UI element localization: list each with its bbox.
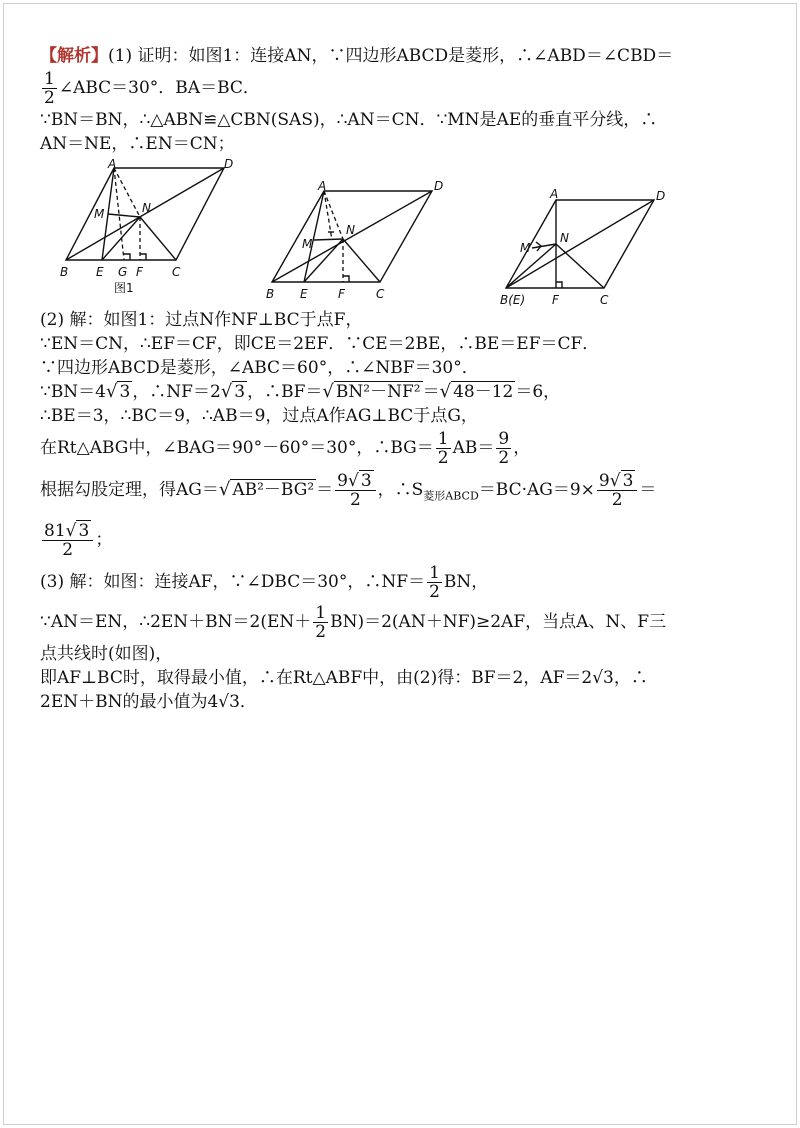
analysis-tag: 【解析】 xyxy=(40,46,108,66)
fig1-line-en xyxy=(102,217,140,260)
fig1-label-b: B xyxy=(60,265,69,279)
part3-line1: (3) 解：如图：连接AF，∵∠DBC＝30°，∴NF＝ $\frac{1}{2}$ BN， xyxy=(40,563,489,603)
part2-line6: 在Rt△ABG中，∠BAG＝90°－60°＝30°，∴BG＝ $\frac{1}{2}$ AB＝ $\frac{9}{2}$ ， xyxy=(40,429,531,468)
fig3-label-n: N xyxy=(560,231,569,245)
fig1-line-ag xyxy=(114,168,124,260)
solution-document xyxy=(40,44,770,714)
part1-line3: ∵BN＝BN，∴△ABN≌△CBN(SAS)，∴AN＝CN．∵MN是AE的垂直平分线，∴ xyxy=(40,110,658,130)
fig2-label-m: M xyxy=(302,237,313,251)
fraction-half: $\frac{1}{2}$ xyxy=(44,69,55,108)
part1-line1: 【解析】(1) 证明：如图1：连接AN，∵四边形ABCD是菱形，∴∠ABD＝∠CBD＝ xyxy=(40,46,674,66)
fig2-line-mn xyxy=(314,239,343,240)
fig2-label-b: B xyxy=(266,287,275,301)
fig2-label-d: D xyxy=(434,179,444,193)
figure-1 xyxy=(52,157,234,306)
part1-line4: AN＝NE，∴EN＝CN； xyxy=(40,134,235,154)
part2-line7: 根据勾股定理，得AG＝√ AB²－BG² ＝ $\frac{9√ 3}{2}$ ，$\therefore S_{菱形ABCD}=BC\cdot AG=9\times$ $\frac{9√ 3}{2}$ ＝ xyxy=(40,471,657,510)
fig3-line-cn xyxy=(556,244,604,288)
part3-line3: 点共线时(如图)， xyxy=(40,644,173,665)
fig2-label-f: F xyxy=(338,287,345,301)
figures-row xyxy=(40,157,770,307)
part1-line2: $\frac{1}{2}$ ∠ABC＝30°．BA＝BC． xyxy=(44,69,260,108)
fig1-label-a: A xyxy=(108,157,117,171)
fig3-label-be: B(E) xyxy=(500,293,526,307)
fig1-caption: 图1 xyxy=(114,281,134,295)
part2-line3: ∵四边形ABCD是菱形，∠ABC＝60°，∴∠NBF＝30°． xyxy=(40,358,479,378)
fig1-label-n: N xyxy=(142,201,151,215)
fig1-label-g: G xyxy=(118,265,128,279)
part3-line5: 2EN＋BN的最小值为4√3． xyxy=(40,692,257,713)
part3-line2: ∵AN＝EN，∴2EN＋BN＝2(EN＋ $\frac{1}{2}$ BN)＝2(AN＋NF)≥2AF，当点A、N、F三 xyxy=(40,603,667,643)
part3-line4: 即AF⊥BC时，取得最小值，∴在Rt△ABF中，由(2)得：BF＝2，AF＝2√3，∴ xyxy=(40,668,648,689)
fig1-right-angle-g xyxy=(124,254,130,260)
fig1-label-f: F xyxy=(136,265,143,279)
figure-2 xyxy=(262,160,452,306)
fig1-label-e: E xyxy=(96,265,104,279)
fig2-label-n: N xyxy=(346,223,355,237)
fig1-label-m: M xyxy=(94,207,105,221)
fig2-label-e: E xyxy=(300,287,308,301)
fig1-label-d: D xyxy=(224,157,234,171)
fig3-line-en xyxy=(506,244,556,288)
fig3-right-angle-f xyxy=(556,282,562,288)
part2-line8: $\frac{81√ 3}{2}$ ； xyxy=(44,521,113,561)
figure-3 xyxy=(500,160,680,306)
fig1-line-mn xyxy=(108,214,140,217)
fig3-label-c: C xyxy=(600,293,609,307)
fig2-right-angle-f xyxy=(343,276,349,282)
fig3-label-m: M xyxy=(520,241,531,255)
fig3-label-d: D xyxy=(656,189,666,203)
part2-line4: ∵BN＝4√ 3 ，∴NF＝2√ 3 ，∴BF＝√ BN²－NF² ＝√ 48－12 ＝6， xyxy=(40,381,561,402)
fig2-label-a: A xyxy=(318,179,327,193)
part2-line1: (2) 解：如图1：过点N作NF⊥BC于点F， xyxy=(40,310,363,330)
part2-line5: ∴BE＝3，∴BC＝9，∴AB＝9，过点A作AG⊥BC于点G， xyxy=(40,406,478,426)
fig3-label-f: F xyxy=(552,293,559,307)
fig3-label-a: A xyxy=(550,187,559,201)
fig1-label-c: C xyxy=(172,265,181,279)
fig1-right-angle-f xyxy=(140,254,146,260)
part2-line2: ∵EN＝CN，∴EF＝CF，即CE＝2EF．∵CE＝2BE，∴BE＝EF＝CF． xyxy=(40,334,600,354)
fig2-label-c: C xyxy=(376,287,385,301)
fig1-line-an xyxy=(114,168,140,217)
